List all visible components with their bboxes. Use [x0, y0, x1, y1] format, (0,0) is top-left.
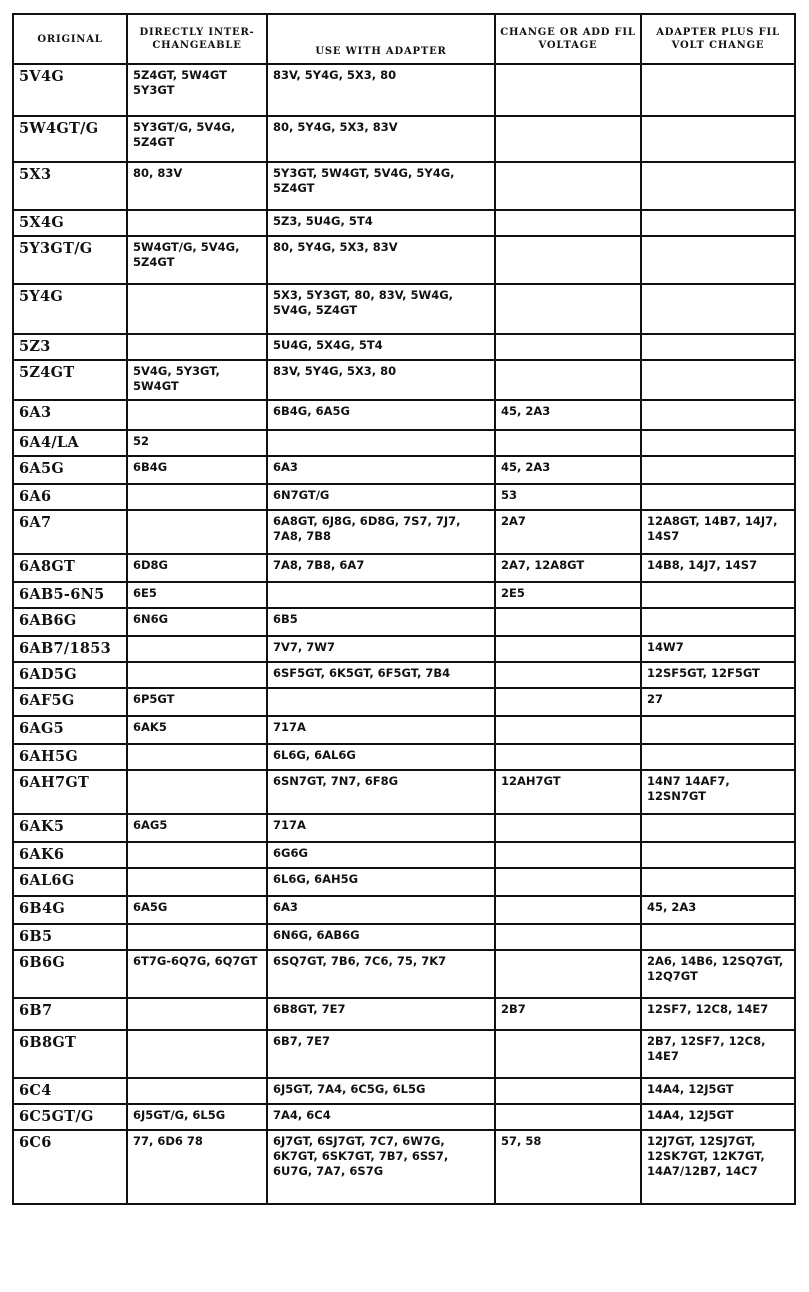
- adapter-fil-cell: 12SF5GT, 12F5GT: [641, 662, 795, 688]
- fil-voltage-cell: [495, 210, 641, 236]
- fil-voltage-cell: [495, 1078, 641, 1104]
- adapter-fil-cell: [641, 430, 795, 456]
- adapter-fil-cell: 45, 2A3: [641, 896, 795, 924]
- table-row: [13, 360, 795, 400]
- original-cell: 6C4: [13, 1078, 127, 1104]
- adapter-cell: 7A8, 7B8, 6A7: [267, 554, 495, 582]
- table-row: [13, 430, 795, 456]
- table-row: [13, 400, 795, 430]
- adapter-fil-cell: [641, 744, 795, 770]
- adapter-cell: 6A8GT, 6J8G, 6D8G, 7S7, 7J7, 7A8, 7B8: [267, 510, 495, 554]
- adapter-cell: 80, 5Y4G, 5X3, 83V: [267, 236, 495, 284]
- adapter-fil-cell: [641, 236, 795, 284]
- original-cell: 6AB7/1853: [13, 636, 127, 662]
- adapter-cell: 717A: [267, 716, 495, 744]
- substitution-table: [12, 13, 796, 1205]
- header-use-with-adapter: USE WITH ADAPTER: [267, 14, 495, 64]
- fil-voltage-cell: [495, 1104, 641, 1130]
- direct-cell: 6E5: [127, 582, 267, 608]
- adapter-fil-cell: [641, 334, 795, 360]
- original-cell: 6A4/LA: [13, 430, 127, 456]
- adapter-fil-cell: [641, 456, 795, 484]
- table-row: [13, 896, 795, 924]
- direct-cell: [127, 400, 267, 430]
- adapter-fil-cell: 2A6, 14B6, 12SQ7GT, 12Q7GT: [641, 950, 795, 998]
- original-cell: 6AH5G: [13, 744, 127, 770]
- fil-voltage-cell: [495, 64, 641, 116]
- fil-voltage-cell: [495, 842, 641, 868]
- direct-cell: [127, 334, 267, 360]
- direct-cell: 6AK5: [127, 716, 267, 744]
- original-cell: 6AB6G: [13, 608, 127, 636]
- adapter-fil-cell: [641, 484, 795, 510]
- header-directly-interchangeable: DIRECTLY INTER-CHANGEABLE: [127, 14, 267, 64]
- table-row: [13, 1130, 795, 1204]
- fil-voltage-cell: [495, 1030, 641, 1078]
- table-row: [13, 210, 795, 236]
- table-row: [13, 744, 795, 770]
- direct-cell: 6J5GT/G, 6L5G: [127, 1104, 267, 1130]
- direct-cell: 6D8G: [127, 554, 267, 582]
- direct-cell: [127, 770, 267, 814]
- adapter-cell: 6B7, 7E7: [267, 1030, 495, 1078]
- table-row: [13, 688, 795, 716]
- table-row: [13, 608, 795, 636]
- direct-cell: [127, 1078, 267, 1104]
- table-row: [13, 868, 795, 896]
- original-cell: 6AH7GT: [13, 770, 127, 814]
- table-row: [13, 510, 795, 554]
- direct-cell: 6N6G: [127, 608, 267, 636]
- fil-voltage-cell: [495, 716, 641, 744]
- original-cell: 5X3: [13, 162, 127, 210]
- direct-cell: [127, 210, 267, 236]
- table-row: [13, 998, 795, 1030]
- original-cell: 6B8GT: [13, 1030, 127, 1078]
- direct-cell: 80, 83V: [127, 162, 267, 210]
- fil-voltage-cell: 12AH7GT: [495, 770, 641, 814]
- adapter-fil-cell: [641, 814, 795, 842]
- adapter-fil-cell: [641, 64, 795, 116]
- fil-voltage-cell: [495, 236, 641, 284]
- adapter-fil-cell: 14B8, 14J7, 14S7: [641, 554, 795, 582]
- header-original: ORIGINAL: [13, 14, 127, 64]
- direct-cell: [127, 868, 267, 896]
- original-cell: 5Y3GT/G: [13, 236, 127, 284]
- adapter-cell: 6L6G, 6AL6G: [267, 744, 495, 770]
- original-cell: 6AF5G: [13, 688, 127, 716]
- fil-voltage-cell: 2A7, 12A8GT: [495, 554, 641, 582]
- original-cell: 6B4G: [13, 896, 127, 924]
- original-cell: 5W4GT/G: [13, 116, 127, 162]
- original-cell: 6A7: [13, 510, 127, 554]
- header-adapter-plus-fil: ADAPTER PLUS FIL VOLT CHANGE: [641, 14, 795, 64]
- adapter-cell: 5Y3GT, 5W4GT, 5V4G, 5Y4G, 5Z4GT: [267, 162, 495, 210]
- direct-cell: 6A5G: [127, 896, 267, 924]
- adapter-fil-cell: [641, 608, 795, 636]
- adapter-cell: 7A4, 6C4: [267, 1104, 495, 1130]
- fil-voltage-cell: 45, 2A3: [495, 400, 641, 430]
- original-cell: 6A6: [13, 484, 127, 510]
- fil-voltage-cell: [495, 744, 641, 770]
- direct-cell: [127, 1030, 267, 1078]
- table-row: [13, 236, 795, 284]
- table-row: [13, 162, 795, 210]
- adapter-cell: 6A3: [267, 456, 495, 484]
- original-cell: 6AL6G: [13, 868, 127, 896]
- table-row: [13, 1078, 795, 1104]
- original-cell: 5Z3: [13, 334, 127, 360]
- fil-voltage-cell: [495, 162, 641, 210]
- adapter-fil-cell: [641, 582, 795, 608]
- original-cell: 6A3: [13, 400, 127, 430]
- adapter-fil-cell: 12SF7, 12C8, 14E7: [641, 998, 795, 1030]
- table-row: [13, 662, 795, 688]
- original-cell: 6C5GT/G: [13, 1104, 127, 1130]
- direct-cell: 5Z4GT, 5W4GT 5Y3GT: [127, 64, 267, 116]
- table-row: [13, 1030, 795, 1078]
- table-row: [13, 334, 795, 360]
- direct-cell: 77, 6D6 78: [127, 1130, 267, 1204]
- adapter-fil-cell: 12J7GT, 12SJ7GT, 12SK7GT, 12K7GT, 14A7/12B7, 14C7: [641, 1130, 795, 1204]
- header-change-fil-voltage: CHANGE OR ADD FIL VOLTAGE: [495, 14, 641, 64]
- direct-cell: 52: [127, 430, 267, 456]
- adapter-fil-cell: 14W7: [641, 636, 795, 662]
- adapter-cell: 80, 5Y4G, 5X3, 83V: [267, 116, 495, 162]
- original-cell: 6AG5: [13, 716, 127, 744]
- fil-voltage-cell: [495, 814, 641, 842]
- adapter-cell: 6SQ7GT, 7B6, 7C6, 75, 7K7: [267, 950, 495, 998]
- table-row: [13, 636, 795, 662]
- table-row: [13, 484, 795, 510]
- fil-voltage-cell: [495, 688, 641, 716]
- original-cell: 6B6G: [13, 950, 127, 998]
- adapter-fil-cell: [641, 716, 795, 744]
- fil-voltage-cell: [495, 430, 641, 456]
- direct-cell: [127, 510, 267, 554]
- adapter-fil-cell: [641, 210, 795, 236]
- direct-cell: 6P5GT: [127, 688, 267, 716]
- adapter-cell: 6J5GT, 7A4, 6C5G, 6L5G: [267, 1078, 495, 1104]
- adapter-fil-cell: [641, 360, 795, 400]
- adapter-cell: 83V, 5Y4G, 5X3, 80: [267, 360, 495, 400]
- original-cell: 6A5G: [13, 456, 127, 484]
- table-row: [13, 116, 795, 162]
- direct-cell: [127, 998, 267, 1030]
- original-cell: 5X4G: [13, 210, 127, 236]
- adapter-fil-cell: [641, 868, 795, 896]
- adapter-fil-cell: [641, 162, 795, 210]
- adapter-fil-cell: [641, 400, 795, 430]
- direct-cell: [127, 924, 267, 950]
- adapter-cell: 6B5: [267, 608, 495, 636]
- adapter-cell: 6SN7GT, 7N7, 6F8G: [267, 770, 495, 814]
- fil-voltage-cell: [495, 334, 641, 360]
- adapter-cell: 6N7GT/G: [267, 484, 495, 510]
- adapter-cell: [267, 430, 495, 456]
- adapter-fil-cell: [641, 842, 795, 868]
- original-cell: 6C6: [13, 1130, 127, 1204]
- adapter-cell: 5Z3, 5U4G, 5T4: [267, 210, 495, 236]
- original-cell: 6B5: [13, 924, 127, 950]
- table-row: [13, 716, 795, 744]
- fil-voltage-cell: [495, 636, 641, 662]
- fil-voltage-cell: [495, 868, 641, 896]
- adapter-cell: 717A: [267, 814, 495, 842]
- header-row: [13, 14, 795, 64]
- original-cell: 6AK6: [13, 842, 127, 868]
- table-row: [13, 64, 795, 116]
- adapter-cell: 6B4G, 6A5G: [267, 400, 495, 430]
- direct-cell: 6T7G-6Q7G, 6Q7GT: [127, 950, 267, 998]
- direct-cell: [127, 284, 267, 334]
- adapter-cell: 6A3: [267, 896, 495, 924]
- fil-voltage-cell: [495, 924, 641, 950]
- direct-cell: [127, 636, 267, 662]
- original-cell: 6AD5G: [13, 662, 127, 688]
- adapter-cell: 83V, 5Y4G, 5X3, 80: [267, 64, 495, 116]
- direct-cell: 6B4G: [127, 456, 267, 484]
- table-row: [13, 582, 795, 608]
- direct-cell: 5V4G, 5Y3GT, 5W4GT: [127, 360, 267, 400]
- adapter-cell: 7V7, 7W7: [267, 636, 495, 662]
- fil-voltage-cell: 57, 58: [495, 1130, 641, 1204]
- fil-voltage-cell: [495, 662, 641, 688]
- adapter-fil-cell: [641, 284, 795, 334]
- table-row: [13, 456, 795, 484]
- original-cell: 5Z4GT: [13, 360, 127, 400]
- adapter-cell: [267, 688, 495, 716]
- original-cell: 6AB5-6N5: [13, 582, 127, 608]
- adapter-fil-cell: 12A8GT, 14B7, 14J7, 14S7: [641, 510, 795, 554]
- direct-cell: [127, 662, 267, 688]
- table-row: [13, 284, 795, 334]
- adapter-cell: 6N6G, 6AB6G: [267, 924, 495, 950]
- fil-voltage-cell: 2A7: [495, 510, 641, 554]
- adapter-cell: 6L6G, 6AH5G: [267, 868, 495, 896]
- adapter-cell: 6J7GT, 6SJ7GT, 7C7, 6W7G, 6K7GT, 6SK7GT, 7B7, 6SS7, 6U7G, 7A7, 6S7G: [267, 1130, 495, 1204]
- tube-substitution-chart: [12, 13, 794, 1281]
- direct-cell: [127, 484, 267, 510]
- adapter-fil-cell: 14A4, 12J5GT: [641, 1104, 795, 1130]
- original-cell: 6AK5: [13, 814, 127, 842]
- original-cell: 5Y4G: [13, 284, 127, 334]
- fil-voltage-cell: [495, 360, 641, 400]
- direct-cell: [127, 842, 267, 868]
- fil-voltage-cell: [495, 284, 641, 334]
- adapter-cell: 6B8GT, 7E7: [267, 998, 495, 1030]
- fil-voltage-cell: [495, 950, 641, 998]
- original-cell: 6B7: [13, 998, 127, 1030]
- direct-cell: 6AG5: [127, 814, 267, 842]
- adapter-fil-cell: 14N7 14AF7, 12SN7GT: [641, 770, 795, 814]
- direct-cell: [127, 744, 267, 770]
- fil-voltage-cell: 2E5: [495, 582, 641, 608]
- fil-voltage-cell: 2B7: [495, 998, 641, 1030]
- adapter-fil-cell: 2B7, 12SF7, 12C8, 14E7: [641, 1030, 795, 1078]
- adapter-cell: 5U4G, 5X4G, 5T4: [267, 334, 495, 360]
- direct-cell: 5Y3GT/G, 5V4G, 5Z4GT: [127, 116, 267, 162]
- direct-cell: 5W4GT/G, 5V4G, 5Z4GT: [127, 236, 267, 284]
- fil-voltage-cell: [495, 896, 641, 924]
- table-row: [13, 950, 795, 998]
- adapter-fil-cell: [641, 116, 795, 162]
- table-row: [13, 814, 795, 842]
- table-row: [13, 842, 795, 868]
- original-cell: 6A8GT: [13, 554, 127, 582]
- adapter-cell: 6G6G: [267, 842, 495, 868]
- adapter-fil-cell: 14A4, 12J5GT: [641, 1078, 795, 1104]
- table-row: [13, 1104, 795, 1130]
- adapter-fil-cell: [641, 924, 795, 950]
- fil-voltage-cell: 45, 2A3: [495, 456, 641, 484]
- fil-voltage-cell: [495, 116, 641, 162]
- adapter-cell: 5X3, 5Y3GT, 80, 83V, 5W4G, 5V4G, 5Z4GT: [267, 284, 495, 334]
- table-row: [13, 924, 795, 950]
- adapter-fil-cell: 27: [641, 688, 795, 716]
- adapter-cell: 6SF5GT, 6K5GT, 6F5GT, 7B4: [267, 662, 495, 688]
- original-cell: 5V4G: [13, 64, 127, 116]
- table-row: [13, 554, 795, 582]
- fil-voltage-cell: 53: [495, 484, 641, 510]
- table-row: [13, 770, 795, 814]
- fil-voltage-cell: [495, 608, 641, 636]
- adapter-cell: [267, 582, 495, 608]
